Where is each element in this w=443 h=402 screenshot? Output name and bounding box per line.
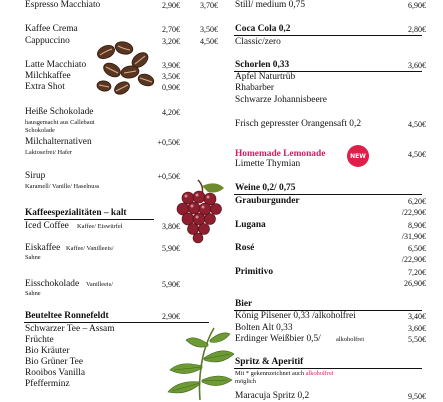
beer-erdinger: Erdinger Weißbier 0,5/: [235, 334, 321, 344]
grapes-illustration: [168, 176, 234, 244]
item-lemonade-flavor: Limette Thymian: [235, 159, 301, 169]
price-kaffee-crema-large: 3,50€: [200, 25, 218, 34]
section-bier-title: Bier: [235, 299, 253, 309]
price-lemonade: 4,50€: [408, 150, 426, 159]
spritz-note-cont: möglich: [235, 378, 256, 385]
price-lugana-glass: 8,90€: [408, 221, 426, 230]
schorle-item: Rhabarber: [235, 83, 275, 93]
price-eiskaffee: 5,90€: [162, 244, 180, 253]
price-primitivo-bottle: 26,90€: [404, 279, 426, 288]
tea-item: Pfefferminz: [25, 379, 70, 389]
tea-item: Bio Grüner Tee: [25, 357, 84, 367]
price-beuteltee: 2,90€: [162, 312, 180, 321]
price-schorlen: 3,60€: [408, 61, 426, 70]
price-bolten-alt: 3,60€: [408, 324, 426, 333]
price-orangensaft: 4,50€: [408, 120, 426, 129]
item-orangensaft: Frisch gepresster Orangensaft 0,2: [235, 119, 362, 129]
item-sirup: Sirup: [25, 171, 46, 181]
price-primitivo-glass: 7,20€: [408, 268, 426, 277]
beer-bolten-alt: Bolten Alt 0,33: [235, 323, 293, 333]
item-iced-coffee: Iced Coffee: [25, 221, 69, 231]
item-espresso-macchiato: Espresso Macchiato: [25, 0, 101, 10]
note-iced-coffee: Kaffee/ Eiswürfel: [77, 223, 123, 230]
note-milchalternativen: Laktosefrei/ Hafer: [25, 149, 73, 156]
tea-leaves-illustration: [160, 324, 240, 400]
price-lugana-bottle: /31,90€: [401, 232, 426, 241]
item-homemade-lemonade: Homemade Lemonade: [235, 149, 326, 159]
price-milchkaffee: 3,50€: [162, 72, 180, 81]
note-sirup: Karamell/ Vanille/ Haselnuss: [25, 183, 100, 190]
section-beuteltee-title: Beuteltee Ronnefeldt: [25, 311, 109, 321]
beer-pilsener: König Pilsener 0,33 /alkoholfrei: [235, 311, 356, 321]
price-extra-shot: 0,90€: [162, 83, 180, 92]
note-eisschokolade-2: Sahne: [25, 290, 41, 297]
price-rose-bottle: /22,90€: [401, 255, 426, 264]
price-kaffee-crema-small: 2,70€: [162, 25, 180, 34]
price-cola: 2,80€: [408, 25, 426, 34]
wine-lugana: Lugana: [235, 220, 266, 230]
section-schorlen-title: Schorlen 0,33: [235, 60, 290, 70]
item-latte-macchiato: Latte Macchiato: [25, 60, 87, 70]
price-rose-glass: 6,50€: [408, 244, 426, 253]
spritz-note: Mit * gekennzeichnet auch alkoholfrei: [235, 370, 334, 377]
new-badge: NEW: [347, 145, 369, 167]
note-eisschokolade-1: Vanilleeis/: [86, 281, 113, 288]
price-maracuja-spritz: 9,50€: [408, 392, 426, 401]
section-cola-title: Coca Cola 0,2: [235, 24, 291, 34]
wine-grauburgunder: Grauburgunder: [235, 196, 300, 206]
price-sirup: +0,50€: [157, 172, 180, 181]
schorle-item: Schwarze Johannisbeere: [235, 95, 327, 105]
note-eiskaffee-2: Sahne: [25, 254, 41, 261]
item-cappuccino: Cappuccino: [25, 36, 70, 46]
item-extra-shot: Extra Shot: [25, 82, 65, 92]
item-kaffee-crema: Kaffee Crema: [25, 24, 78, 34]
note-heisse-schokolade-1: hausgemacht aus Callebaut: [25, 119, 95, 126]
section-spritz-title: Spritz & Aperitif: [235, 357, 304, 367]
item-eiskaffee: Eiskaffee: [25, 243, 61, 253]
item-milchalternativen: Milchalternativen: [25, 137, 92, 147]
item-cola-variants: Classic/zero: [235, 37, 281, 47]
tea-item: Bio Kräuter: [25, 346, 70, 356]
price-espresso-macchiato-small: 2,90€: [162, 1, 180, 10]
item-heisse-schokolade: Heiße Schokolade: [25, 107, 94, 117]
price-espresso-macchiato-large: 3,70€: [200, 1, 218, 10]
price-heisse-schokolade: 4,20€: [162, 108, 180, 117]
price-eisschokolade: 5,90€: [162, 280, 180, 289]
item-milchkaffee: Milchkaffee: [25, 71, 71, 81]
price-milchalternativen: +0,50€: [157, 138, 180, 147]
beer-erdinger-note: alkoholfrei: [336, 336, 365, 343]
note-eiskaffee-1: Kaffee/ Vanilleeis/: [66, 245, 114, 252]
item-still: Still/ medium 0,75: [235, 0, 306, 10]
price-cappuccino-large: 4,50€: [200, 37, 218, 46]
price-still: 6,90€: [408, 1, 426, 10]
item-eisschokolade: Eisschokolade: [25, 279, 80, 289]
tea-item: Schwarzer Tee – Assam: [25, 324, 115, 334]
tea-item: Früchte: [25, 335, 54, 345]
wine-rose: Rosé: [235, 243, 255, 253]
coffee-beans-illustration: [92, 38, 160, 98]
price-pilsener: 3,40€: [408, 312, 426, 321]
item-maracuja-spritz: Maracuja Spritz 0,2: [235, 391, 310, 401]
price-cappuccino-small: 3,20€: [162, 37, 180, 46]
price-iced-coffee: 3,80€: [162, 222, 180, 231]
price-latte-macchiato: 3,90€: [162, 61, 180, 70]
note-heisse-schokolade-2: Schokolade: [25, 127, 55, 134]
tea-item: Rooibos Vanilla: [25, 368, 85, 378]
schorle-item: Apfel Naturtrüb: [235, 72, 296, 82]
price-grauburgunder-bottle: /22,90€: [401, 208, 426, 217]
wine-primitivo: Primitivo: [235, 267, 274, 277]
price-erdinger: 5,50€: [408, 335, 426, 344]
section-kaffee-kalt-title: Kaffeespezialitäten – kalt: [25, 208, 127, 218]
price-grauburgunder-glass: 6,20€: [408, 197, 426, 206]
section-weine-title: Weine 0,2/ 0,75: [235, 183, 296, 193]
